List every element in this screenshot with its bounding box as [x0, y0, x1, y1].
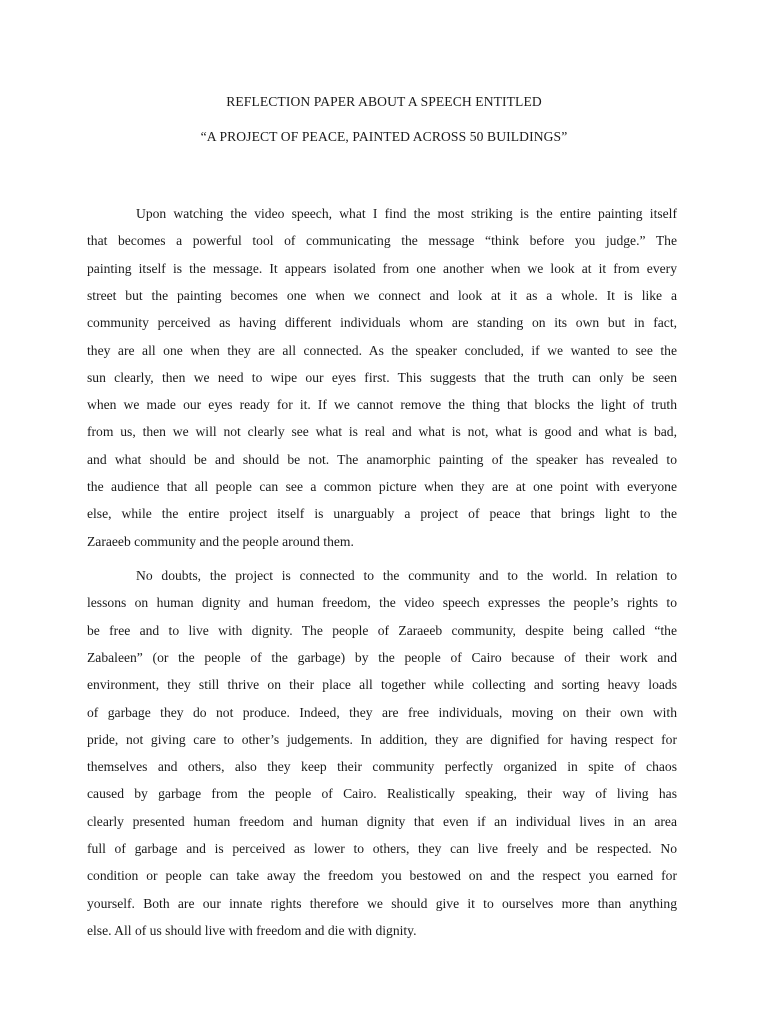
paragraph-1-line: the audience that all people can see a common picture when they are at one point with everyone: [87, 479, 677, 494]
paragraph-2-line: full of garbage and is perceived as lower to others, they can live freely and be respected. No: [87, 841, 677, 856]
paragraph-1-line: when we made our eyes ready for it. If we cannot remove the thing that blocks the light of truth: [87, 397, 677, 413]
paragraph-1-line: else, while the entire project itself is unarguably a project of peace that brings light to the: [87, 506, 677, 522]
paragraph-1-line: that becomes a powerful tool of communicating the message “think before you judge.” The: [87, 233, 677, 249]
paragraph-2-line: environment, they still thrive on their place all together while collecting and sorting heavy loads: [87, 677, 677, 693]
paragraph-1-line: Upon watching the video speech, what I find the most striking is the entire painting itself: [136, 206, 677, 221]
paragraph-1-line: Zaraeeb community and the people around them.: [87, 533, 354, 549]
paragraph-1-line: sun clearly, then we need to wipe our eyes first. This suggests that the truth can only be seen: [87, 369, 677, 385]
paragraph-1-line: community perceived as having different individuals whom are standing on its own but in fact,: [87, 315, 677, 331]
paragraph-1-line: street but the painting becomes one when we connect and look at it as a whole. It is like a: [87, 287, 677, 303]
paragraph-1-line: from us, then we will not clearly see what is real and what is not, what is good and what is bad,: [87, 424, 677, 440]
paragraph-2-line: be free and to live with dignity. The people of Zaraeeb community, despite being called “the: [87, 622, 677, 638]
paragraph-2-line: pride, not giving care to other’s judgements. In addition, they are dignified for having respect for: [87, 731, 677, 747]
paragraph-1-line: they are all one when they are all connected. As the speaker concluded, if we wanted to see the: [87, 342, 677, 358]
paragraph-2-line: caused by garbage from the people of Cairo. Realistically speaking, their way of living has: [87, 786, 677, 802]
paragraph-2-line: themselves and others, also they keep their community perfectly organized in spite of chaos: [87, 759, 677, 775]
paragraph-1-line: painting itself is the message. It appears isolated from one another when we look at it from every: [87, 260, 677, 276]
paragraph-2-line: condition or people can take away the freedom you bestowed on and the respect you earned for: [87, 868, 677, 884]
paragraph-2-line: yourself. Both are our innate rights therefore we should give it to ourselves more than anything: [87, 895, 677, 911]
title-line-2: “A PROJECT OF PEACE, PAINTED ACROSS 50 BUILDINGS”: [200, 129, 568, 144]
paragraph-2-line: lessons on human dignity and human freedom, the video speech expresses the people’s rights to: [87, 595, 677, 611]
paragraph-2-line: No doubts, the project is connected to the community and to the world. In relation to: [136, 568, 677, 583]
paragraph-1-line: and what should be and should be not. The anamorphic painting of the speaker has revealed to: [87, 451, 677, 467]
paragraph-2-line: clearly presented human freedom and human dignity that even if an individual lives in an area: [87, 813, 677, 829]
paragraph-2-line: else. All of us should live with freedom and die with dignity.: [87, 922, 417, 938]
paragraph-2-line: of garbage they do not produce. Indeed, they are free individuals, moving on their own with: [87, 704, 677, 720]
paragraph-2-line: Zabaleen” (or the people of the garbage) by the people of Cairo because of their work and: [87, 649, 677, 665]
title-line-1: REFLECTION PAPER ABOUT A SPEECH ENTITLED: [226, 94, 542, 109]
